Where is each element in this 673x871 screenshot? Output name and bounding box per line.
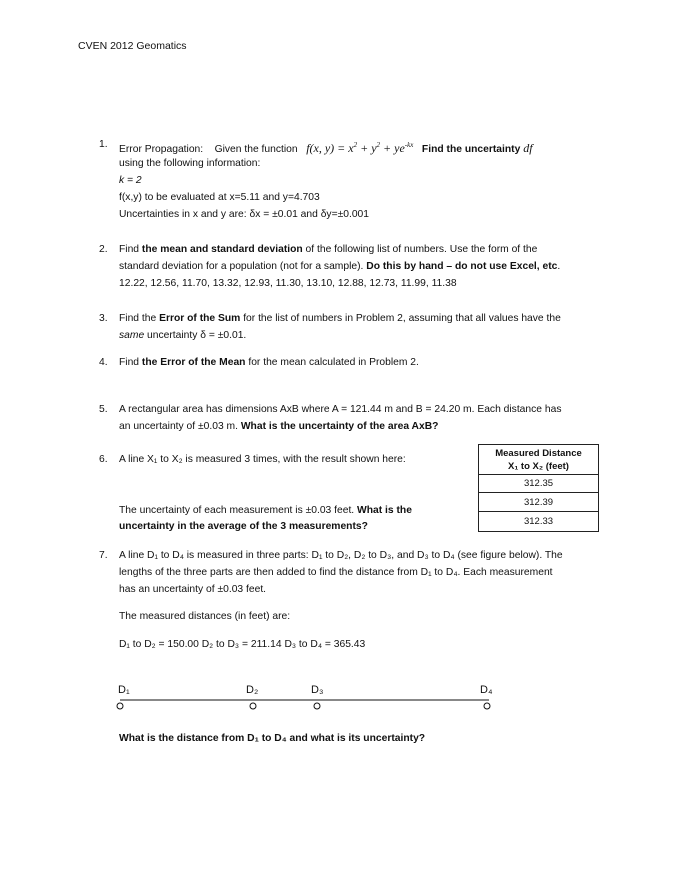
table-row: 312.39 xyxy=(479,493,599,512)
problem-6-line2: The uncertainty of each measurement is ±0.03 feet. What is the xyxy=(119,505,412,516)
problem-3-line1: Find the Error of the Sum for the list of numbers in Problem 2, assuming that all values have the xyxy=(119,313,561,324)
problem-5-number: 5. xyxy=(99,404,108,415)
problem-2-number: 2. xyxy=(99,244,108,255)
problem-6-line1: A line X₁ to X₂ is measured 3 times, with the result shown here: xyxy=(119,454,406,465)
problem-7-question: What is the distance from D₁ to D₄ and what is its uncertainty? xyxy=(119,733,426,744)
point-d1-marker xyxy=(117,703,123,709)
problem-7-line2: lengths of the three parts are then added to find the distance from D₁ to D₄. Each measurement xyxy=(119,567,553,578)
point-d2-marker xyxy=(250,703,256,709)
problem-2-line2: standard deviation for a population (not for a sample). Do this by hand – do not use Excel, etc. xyxy=(119,261,561,272)
table-row: 312.35 xyxy=(479,475,599,493)
problem-1-number: 1. xyxy=(99,139,108,150)
point-d3-marker xyxy=(314,703,320,709)
problem-5-line1: A rectangular area has dimensions AxB where A = 121.44 m and B = 24.20 m. Each distance has xyxy=(119,404,562,415)
problem-6-number: 6. xyxy=(99,454,108,465)
problem-5-line2: an uncertainty of ±0.03 m. What is the uncertainty of the area AxB? xyxy=(119,421,439,432)
table-header-row: Measured Distance X₁ to X₂ (feet) xyxy=(479,445,599,475)
problem-1-using: using the following information: xyxy=(119,158,261,169)
point-d4-marker xyxy=(484,703,490,709)
point-label-d2: D₂ xyxy=(246,684,259,696)
problem-7-line1: A line D₁ to D₄ is measured in three parts: D₁ to D₂, D₂ to D₃, and D₃ to D₄ (see figure below). The xyxy=(119,550,563,561)
problem-7-distances: D₁ to D₂ = 150.00 D₂ to D₃ = 211.14 D₃ to D₄ = 365.43 xyxy=(119,639,366,650)
problem-7-line3: has an uncertainty of ±0.03 feet. xyxy=(119,584,267,595)
table-row: 312.33 xyxy=(479,512,599,532)
problem-1-eval: f(x,y) to be evaluated at x=5.11 and y=4.703 xyxy=(119,192,320,203)
problem-1-k: k = 2 xyxy=(119,175,142,186)
point-label-d3: D₃ xyxy=(311,684,324,696)
problem-2-line1: Find the mean and standard deviation of the following list of numbers. Use the form of the xyxy=(119,244,538,255)
problem-3-number: 3. xyxy=(99,313,108,324)
function-formula: f(x, $y) = x^2 + y^2 + ye^{-kx}$ xyxy=(306,141,414,155)
point-label-d1: D₁ xyxy=(118,684,130,696)
problem-1-statement: Error Propagation: Given the function f(x, $y) = x^2 + y^2 + ye^{-kx}$ Find the uncertainty df xyxy=(119,141,533,155)
problem-4-line: Find the Error of the Mean for the mean calculated in Problem 2. xyxy=(119,357,419,368)
problem-7-number: 7. xyxy=(99,550,108,561)
course-header: CVEN 2012 Geomatics xyxy=(78,40,187,52)
problem-6-line3: uncertainty in the average of the 3 measurements? xyxy=(119,521,368,532)
problem-7-measured-label: The measured distances (in feet) are: xyxy=(119,611,291,622)
problem-4-number: 4. xyxy=(99,357,108,368)
point-label-d4: D₄ xyxy=(480,684,493,696)
problem-1-uncertainties: Uncertainties in x and y are: δx = ±0.01 and δy=±0.001 xyxy=(119,209,370,220)
problem-2-numbers: 12.22, 12.56, 11.70, 13.32, 12.93, 11.30, 13.10, 12.88, 12.73, 11.99, 11.38 xyxy=(119,278,457,289)
problem-3-line2: same uncertainty δ = ±0.01. xyxy=(119,330,247,341)
